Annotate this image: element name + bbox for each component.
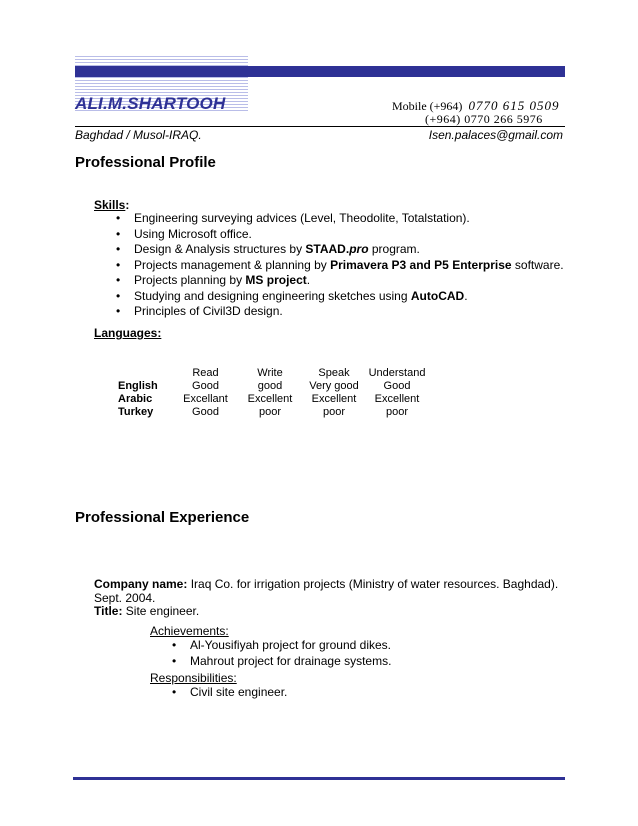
achievements-label: Achievements: bbox=[150, 624, 229, 638]
language-level: Good bbox=[192, 405, 219, 418]
lang-header-read: Read bbox=[192, 366, 219, 379]
footer-bar bbox=[73, 777, 565, 780]
skill-item bbox=[116, 227, 564, 243]
job-title-line bbox=[94, 604, 199, 618]
responsibilities-label: Responsibilities: bbox=[150, 671, 237, 685]
responsibility-item: • Civil site engineer. bbox=[172, 685, 287, 701]
header-divider bbox=[75, 126, 565, 127]
mobile-label: Mobile (+964) bbox=[392, 99, 463, 113]
skill-item bbox=[116, 289, 564, 305]
job-title-label: Title: bbox=[94, 604, 123, 618]
skill-item bbox=[116, 258, 564, 274]
skill-text: Using Microsoft office. bbox=[134, 226, 252, 241]
skill-item bbox=[116, 211, 564, 227]
language-level: Very good bbox=[309, 379, 359, 392]
language-level: poor bbox=[322, 405, 346, 418]
responsibilities-list bbox=[172, 685, 287, 701]
skill-text: STAAD. bbox=[305, 242, 350, 256]
lang-header-write: Write bbox=[257, 366, 283, 379]
location: Baghdad / Musol-IRAQ. bbox=[75, 128, 202, 142]
language-row bbox=[118, 405, 429, 418]
job-title-value: Site engineer. bbox=[122, 604, 200, 618]
skill-text: Projects planning by bbox=[134, 273, 246, 287]
language-row bbox=[118, 392, 429, 405]
employment-date: Sept. 2004. bbox=[94, 591, 156, 605]
language-level: poor bbox=[258, 405, 282, 418]
language-row bbox=[118, 379, 429, 392]
skill-item bbox=[116, 304, 564, 320]
skills-label: Skills bbox=[94, 198, 126, 212]
company-value: Iraq Co. for irrigation projects (Ministry of water resources. Baghdad). bbox=[187, 577, 559, 591]
section-title-profile: Professional Profile bbox=[75, 154, 216, 171]
achievements-list bbox=[172, 638, 391, 669]
language-level: Good bbox=[192, 379, 219, 392]
company-label: Company name: bbox=[94, 577, 188, 591]
skill-text: . bbox=[464, 288, 468, 303]
skills-list bbox=[116, 211, 564, 320]
language-level: Excellent bbox=[311, 392, 357, 405]
languages-label: Languages: bbox=[94, 326, 162, 340]
skill-text: . bbox=[306, 273, 311, 287]
lang-header-understand: Understand bbox=[368, 366, 426, 379]
language-name: Arabic bbox=[118, 392, 153, 405]
lang-header-speak: Speak bbox=[318, 366, 350, 379]
skill-text: program. bbox=[368, 242, 420, 256]
language-level: Excellent bbox=[374, 392, 420, 405]
skill-text: Projects management & planning by bbox=[134, 257, 331, 272]
section-title-experience: Professional Experience bbox=[75, 509, 250, 526]
skill-text: AutoCAD bbox=[410, 288, 465, 303]
skills-label-line: Skills: bbox=[94, 198, 130, 212]
skill-text: Design & Analysis structures by bbox=[134, 242, 306, 256]
language-level: Good bbox=[383, 379, 411, 392]
achievement-item: • Mahrout project for drainage systems. bbox=[172, 654, 391, 670]
languages-table bbox=[118, 366, 429, 418]
skill-text: Engineering surveying advices (Level, Theodolite, Totalstation). bbox=[134, 211, 470, 225]
skill-item bbox=[116, 242, 564, 258]
languages-header-row bbox=[118, 366, 429, 379]
company-line bbox=[94, 577, 564, 591]
skill-item bbox=[116, 273, 564, 289]
achievement-item: • Al-Yousifiyah project for ground dikes. bbox=[172, 638, 391, 654]
skill-text: software. bbox=[511, 257, 564, 272]
skill-text: MS project bbox=[245, 273, 307, 287]
language-level: Excellant bbox=[183, 392, 228, 405]
language-name: English bbox=[118, 379, 158, 392]
language-level: poor bbox=[385, 405, 409, 418]
mobile-number: 0770 615 0509 bbox=[468, 98, 560, 113]
language-level: Excellent bbox=[247, 392, 293, 405]
language-name: Turkey bbox=[118, 405, 154, 418]
skill-text: Studying and designing engineering sketches using bbox=[134, 288, 411, 303]
email-address[interactable]: Isen.palaces@gmail.com bbox=[428, 128, 563, 142]
phone-secondary: (+964) 0770 266 5976 bbox=[425, 112, 543, 126]
candidate-name: ALI.M.SHARTOOH bbox=[75, 94, 226, 113]
language-level: good bbox=[257, 379, 283, 392]
skill-text: Primavera P3 and P5 Enterprise bbox=[330, 257, 512, 272]
skill-text: pro bbox=[349, 242, 369, 256]
skill-text: Principles of Civil3D design. bbox=[134, 304, 283, 318]
header-top-bar bbox=[75, 66, 565, 77]
